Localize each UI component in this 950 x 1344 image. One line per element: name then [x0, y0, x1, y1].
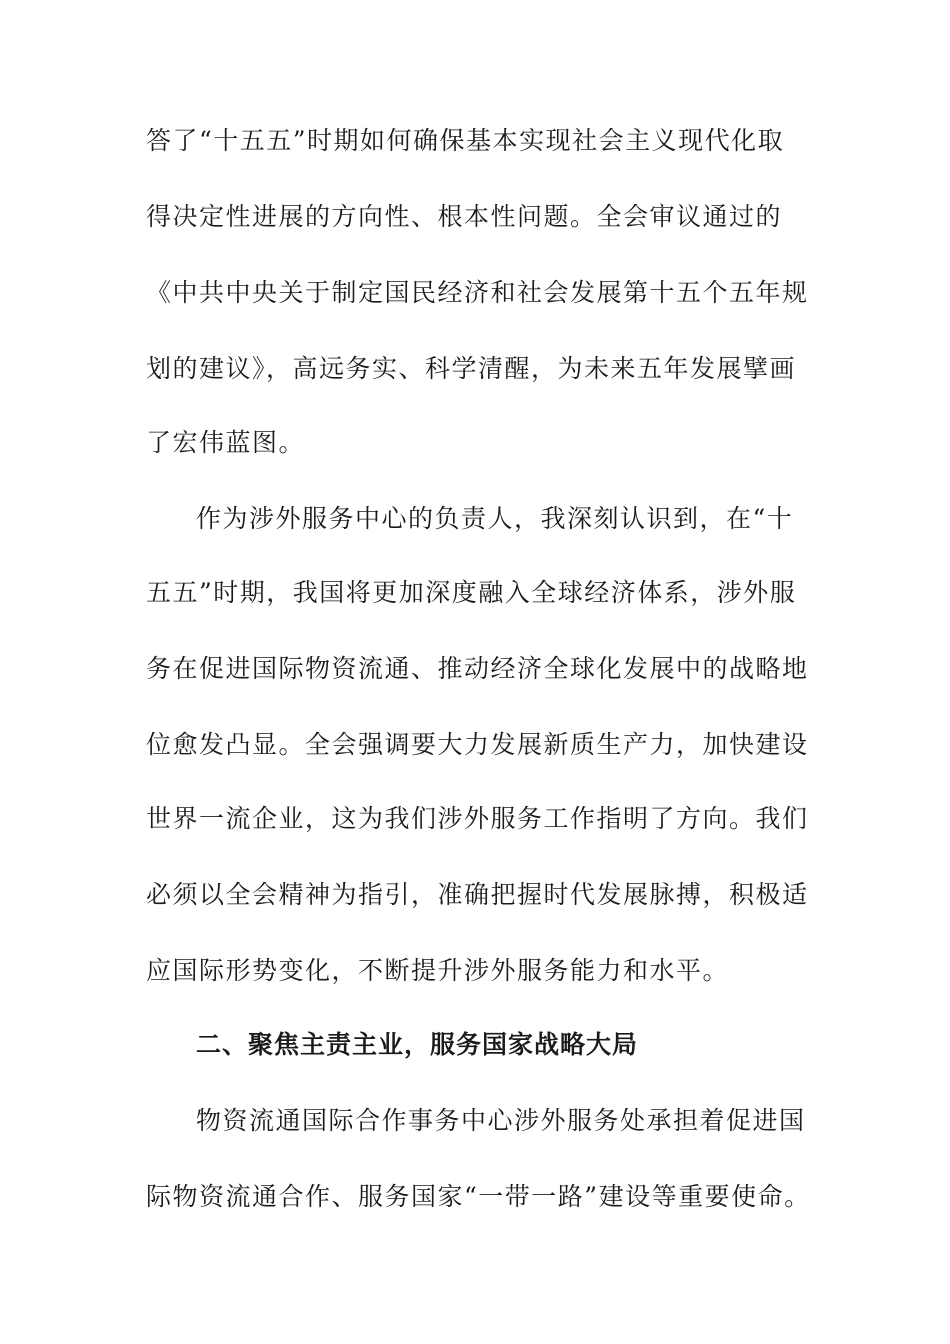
paragraph-line: 了宏伟蓝图。 [146, 428, 306, 457]
paragraph-line: 世界一流企业，这为我们涉外服务工作指明了方向。我们 [146, 804, 809, 833]
paragraph-line: 应国际形势变化，不断提升涉外服务能力和水平。 [146, 956, 730, 985]
paragraph-line: 《中共中央关于制定国民经济和社会发展第十五个五年规 [146, 278, 809, 307]
paragraph-line: 位愈发凸显。全会强调要大力发展新质生产力，加快建设 [146, 730, 809, 759]
paragraph-line: 五五”时期，我国将更加深度融入全球经济体系，涉外服 [146, 578, 797, 607]
paragraph-line: 作为涉外服务中心的负责人，我深刻认识到，在“十 [196, 504, 794, 533]
paragraph-line: 答了“十五五”时期如何确保基本实现社会主义现代化取 [146, 126, 785, 155]
section-heading: 二、聚焦主责主业，服务国家战略大局 [196, 1030, 639, 1059]
paragraph-line: 必须以全会精神为指引，准确把握时代发展脉搏，积极适 [146, 880, 809, 909]
paragraph-line: 得决定性进展的方向性、根本性问题。全会审议通过的 [146, 202, 783, 231]
paragraph-line: 际物资流通合作、服务国家“一带一路”建设等重要使命。 [146, 1182, 811, 1211]
paragraph-line: 物资流通国际合作事务中心涉外服务处承担着促进国 [196, 1106, 806, 1135]
paragraph-line: 务在促进国际物资流通、推动经济全球化发展中的战略地 [146, 654, 809, 683]
paragraph-line: 划的建议》，高远务实、科学清醒，为未来五年发展擘画 [146, 354, 797, 383]
